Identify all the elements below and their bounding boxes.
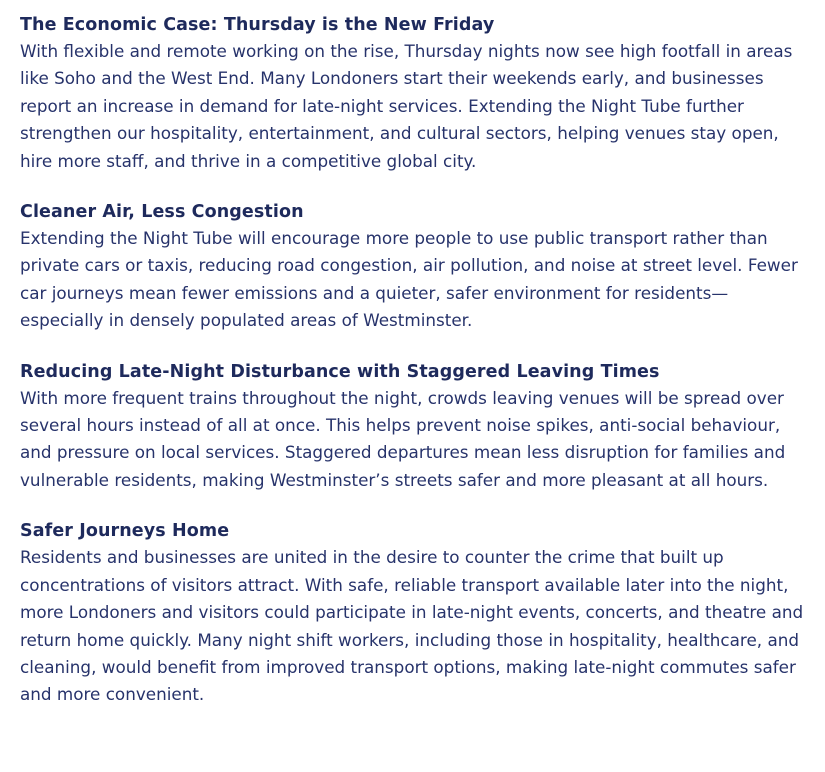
section-heading: Reducing Late-Night Disturbance with Staggered Leaving Times <box>20 361 660 382</box>
section-paragraph: Extending the Night Tube will encourage more people to use public transport rather than private cars or taxis, reducing road congestion, air pollution, and noise at street level. Fewer car journeys mean fewer emissions and a quieter, safer environment for residents—especially in densely populated areas of Westminster. <box>20 228 798 331</box>
section-heading: The Economic Case: Thursday is the New Friday <box>20 15 495 35</box>
section-safer-journeys <box>20 518 811 708</box>
section-paragraph: With flexible and remote working on the rise, Thursday nights now see high footfall in areas like Soho and the West End. Many Londoners start their weekends early, and businesses report an increase in demand for late-night services. Extending the Night Tube further strengthen our hospitality, entertainment, and cultural sectors, helping venues stay open, hire more staff, and thrive in a competitive global city. <box>20 41 793 171</box>
section-heading: Cleaner Air, Less Congestion <box>20 202 304 223</box>
section-cleaner-air <box>20 199 811 335</box>
section-paragraph: Residents and businesses are united in the desire to counter the crime that built up concentrations of visitors attract. With safe, reliable transport available later into the night, more Londoners and visitors could participate in late-night events, concerts, and theatre and return home quickly. Many night shift workers, including those in hospitality, healthcare, and cleaning, would benefit from improved transport options, making late-night commutes safer and more convenient. <box>20 547 804 705</box>
section-economic-case <box>20 12 811 175</box>
section-paragraph: With more frequent trains throughout the night, crowds leaving venues will be spread over several hours instead of all at once. This helps prevent noise spikes, anti-social behaviour, and pressure on local services. Staggered departures mean less disruption for families and vulnerable residents, making Westminster’s streets safer and more pleasant at all hours. <box>20 387 786 490</box>
section-heading: Safer Journeys Home <box>20 521 230 542</box>
section-late-night-disturbance <box>20 359 811 495</box>
